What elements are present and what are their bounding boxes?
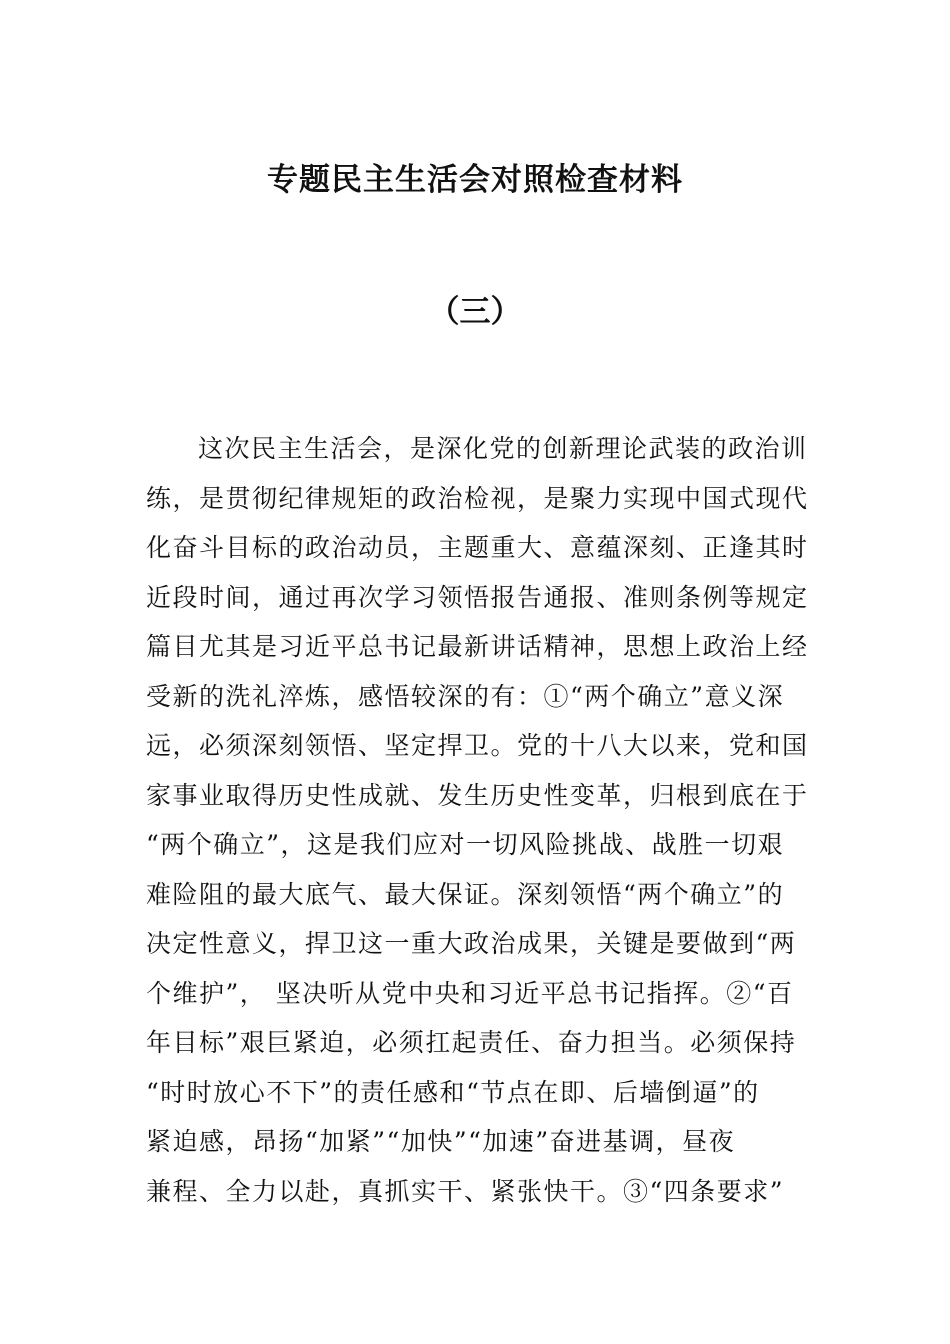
body-line: 练，是贯彻纪律规矩的政治检视，是聚力实现中国式现代	[146, 483, 809, 513]
body-line: 兼程、全力以赴，真抓实干、紧张快干。③“四条要求”	[146, 1176, 785, 1206]
document-body	[146, 424, 826, 1216]
body-line: 远，必须深刻领悟、坚定捍卫。党的十八大以来，党和国	[146, 731, 809, 760]
body-line: 决定性意义，捍卫这一重大政治成果，关键是要做到“两	[146, 929, 797, 958]
document-subtitle: （三）	[428, 294, 522, 330]
body-line: 个维护”， 坚决听从党中央和习近平总书记指挥。②“百	[146, 978, 794, 1008]
body-line: 近段时间，通过再次学习领悟报告通报、准则条例等规定	[146, 582, 809, 612]
document-title: 专题民主生活会对照检查材料	[267, 162, 683, 198]
body-line: “两个确立”，这是我们应对一切风险挑战、战胜一切艰	[146, 830, 785, 859]
body-line: 篇目尤其是习近平总书记最新讲话精神，思想上政治上经	[146, 632, 809, 661]
body-line: 年目标”艰巨紧迫，必须扛起责任、奋力担当。必须保持	[146, 1028, 797, 1057]
body-line: 化奋斗目标的政治动员，主题重大、意蕴深刻、正逢其时	[146, 533, 809, 562]
body-line: 这次民主生活会，是深化党的创新理论武装的政治训	[198, 434, 808, 463]
body-line: 难险阻的最大底气、最大保证。深刻领悟“两个确立”的	[146, 879, 785, 909]
body-line: 紧迫感，昂扬“加紧”“加快”“加速”奋进基调，昼夜	[146, 1127, 736, 1156]
body-line: 家事业取得历史性成就、发生历史性变革，归根到底在于	[146, 780, 809, 810]
body-line: “时时放心不下”的责任感和“节点在即、后墙倒逼”的	[146, 1077, 760, 1107]
body-line: 受新的洗礼淬炼，感悟较深的有：①“两个确立”意义深	[146, 681, 785, 711]
